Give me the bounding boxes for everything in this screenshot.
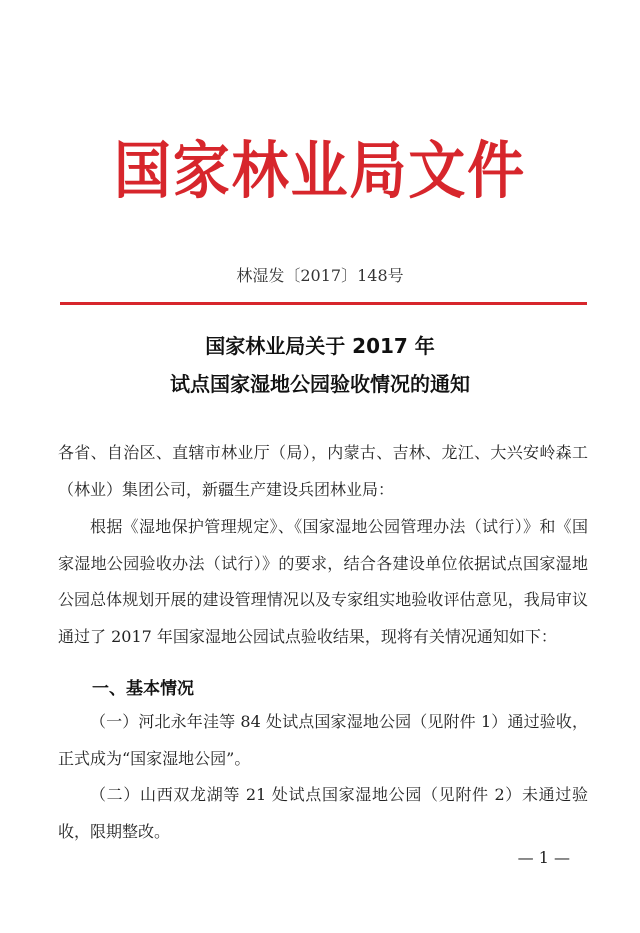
notice-title-line-1: 国家林业局关于 2017 年 <box>205 334 435 358</box>
item-1-text: （一）河北永年洼等 84 处试点国家湿地公园（见附件 1）通过验收，正式成为“国家湿地公园”。 <box>58 712 588 768</box>
intro-paragraph: 根据《湿地保护管理规定》、《国家湿地公园管理办法（试行）》和《国家湿地公园验收办法（试行）》的要求，结合各建设单位依据试点国家湿地公园总体规划开展的建设管理情况以及专家组实地验收评估意见，我局审议通过了 2017 年国家湿地公园试点验收结果，现将有关情况通知如下： <box>58 517 588 646</box>
page-number: — 1 — <box>517 848 570 867</box>
section-heading: 一、基本情况 <box>92 679 194 699</box>
addressee-block <box>58 435 588 508</box>
item-2-text: （二）山西双龙湖等 21 处试点国家湿地公园（见附件 2）未通过验收，限期整改。 <box>58 785 588 841</box>
document-number: 林湿发〔2017〕148号 <box>236 266 404 285</box>
intro-paragraph-block <box>58 509 588 655</box>
item-2-block <box>58 777 588 850</box>
addressee-text: 各省、自治区、直辖市林业厅（局），内蒙古、吉林、龙江、大兴安岭森工（林业）集团公司，新疆生产建设兵团林业局： <box>58 443 588 499</box>
masthead-title: 国家林业局文件 <box>113 134 527 207</box>
red-separator-line <box>60 302 587 305</box>
item-1-block <box>58 704 588 777</box>
notice-title-line-2: 试点国家湿地公园验收情况的通知 <box>170 372 470 396</box>
